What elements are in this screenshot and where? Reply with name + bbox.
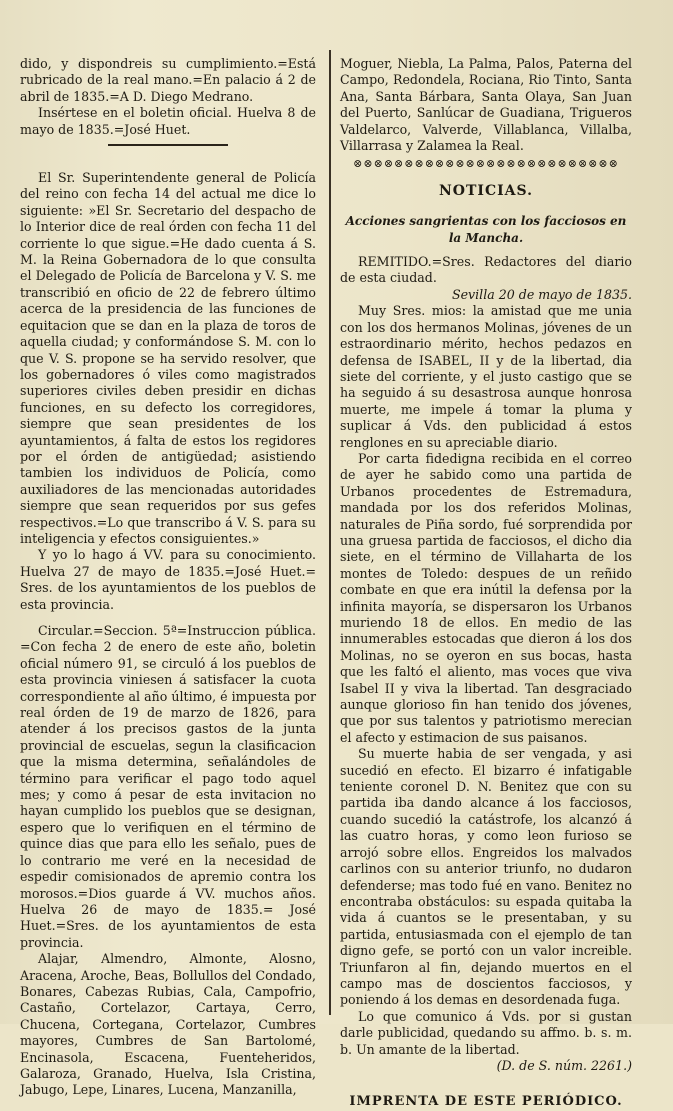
right-para-4: Por carta fidedigna recibida en el correo de ayer he sabido como una partida de Urbanos procedentes de Estremadura, mandada por los dos referidos Molinas, naturales de Piña sordo, fué sorprendida por una gruesa partida de facciosos, el dicho dia siete, en el término de Villaharta de los montes de Toledo: despues de un reñido combate en que era inútil la defensa por la infinita mayoría, se dispersaron los Urbanos muriendo 18 de ellos. En medio de las innumerables estocadas que dieron á los dos Molinas, no se oyeron en sus bocas, hasta que les faltó el aliento, mas voces que viva Isabel II y viva la libertad. Tan desgraciado aunque glorioso fin han tenido dos jóvenes, que por sus talentos y patriotismo merecian el afecto y estimacion de sus paisanos. xyxy=(340,450,632,745)
right-para-1: Moguer, Niebla, La Palma, Palos, Paterna del Campo, Redondela, Rociana, Rio Tinto, Santa Ana, Santa Bárbara, Santa Olaya, San Juan del Puerto, Sanlúcar de Guadiana, Trigueros Valdelarco, Valverde, Villablanca, Villalba, Villarrasa y Zalamea la Real. xyxy=(340,56,632,154)
left-para-3: El Sr. Superintendente general de Policía del reino con fecha 14 del actual me dice lo siguiente: »El Sr. Secretario del despacho de lo Interior dice de real órden con fecha 11 del corriente lo que sigue.=He dado cuenta á S. M. la Reina Gobernadora de lo que consulta el Delegado de Policía de Barcelona y V. S. me transcribió en oficio de 22 de febrero último acerca de la presidencia de las funciones de equitacion que se dan en la plaza de toros de aquella ciudad; y conformándose S. M. con lo que V. S. propone se ha servido resolver, que los gobernadores ó viles como magistrados superiores civiles deben presidir en dichas funciones, en su defecto los corregidores, siempre que sean presidentes de los ayuntamientos, á falta de estos los regidores por el órden de antigüedad; asistiendo tambien los individuos de Policía, como auxiliadores de las mencionadas autoridades siempre que sean requeridos por sus gefes respectivos.=Lo que transcribo á V. S. para su inteligencia y efectos consiguientes.» xyxy=(20,170,316,546)
right-para-6: Lo que comunico á Vds. por si gustan darle publicidad, quedando su affmo. b. s. m. b. Un amante de la libertad. xyxy=(340,1008,632,1057)
section-subheading: Acciones sangrientas con los facciosos en la Mancha. xyxy=(345,214,627,245)
left-para-1: dido, y dispondreis su cumplimiento.=Está rubricado de la real mano.=En palacio á 2 de abril de 1835.=A D. Diego Medrano. xyxy=(20,56,316,104)
left-para-5: Circular.=Seccion. 5ª=Instruccion pública. =Con fecha 2 de enero de este año, boletin oficial número 91, se circuló á los pueblos de esta provincia viniesen á satisfacer la cuota correspondiente al año último, é impuesta por real órden de 19 de marzo de 1826, para atender á los precisos gastos de la junta provincial de escuelas, segun la clasificacion que la misma determina, señalándoles de término para verificar el pago todo aquel mes; y como á pesar de esta invitacion no hayan cumplido los pueblos que se designan, espero que lo verifiquen en el término de quince dias que para ello les señalo, pues de lo contrario me veré en la necesidad de espedir comisionados de apremio contra los morosos.=Dios guarde á VV. muchos años. Huelva 26 de mayo de 1835.= José Huet.=Sres. de los ayuntamientos de esta provincia. xyxy=(20,623,316,950)
left-column xyxy=(20,56,316,1099)
left-para-2: Insértese en el boletin oficial. Huelva 8 de mayo de 1835.=José Huet. xyxy=(20,105,316,137)
imprint: IMPRENTA DE ESTE PERIÓDICO. xyxy=(349,1094,623,1110)
dateline: Sevilla 20 de mayo de 1835. xyxy=(451,286,632,302)
right-para-3: Muy Sres. mios: la amistad que me unia con los dos hermanos Molinas, jóvenes de un estraordinario mérito, hechos pedazos en defensa de ISABEL, II y de la libertad, dia siete del corriente, y el justo castigo que se ha seguido á su desastrosa aunque honrosa muerte, me impele á tomar la pluma y suplicar á Vds. den publicidad á estos renglones en su apreciable diario. xyxy=(340,303,632,450)
section-rule xyxy=(108,144,228,146)
column-divider xyxy=(329,50,331,1015)
right-para-5: Su muerte habia de ser vengada, y asi sucedió en efecto. El bizarro é infatigable teniente coronel D. N. Benitez que con su partida iba dando alcance á los facciosos, cuando sucedió la catástrofe, los alcanzó á las cuatro horas, y como leon furioso se arrojó sobre ellos. Engreidos los malvados carlinos con su anterior triunfo, no dudaron defenderse; mas todo fué en vano. Benitez no encontraba obstáculos: su espada quitaba la vida á cuantos se le presentaban, y su partida, entusiasmada con el ejemplo de tan digno gefe, se portó con un valor increible. Triunfaron al fin, dejando muertos en el campo mas de doscientos facciosos, y poniendo á los demas en desordenada fuga. xyxy=(340,746,632,1008)
ornament-rule: ⊗⊗⊗⊗⊗⊗⊗⊗⊗⊗⊗⊗⊗⊗⊗⊗⊗⊗⊗⊗⊗⊗⊗⊗⊗⊗ xyxy=(353,157,619,171)
left-para-6: Alajar, Almendro, Almonte, Alosno, Aracena, Aroche, Beas, Bollullos del Condado, Bonares, Cabezas Rubias, Cala, Campofrio, Castaño, Cortelazor, Cartaya, Cerro, Chucena, Cortegana, Cortelazor, Cumbres mayores, Cumbres de San Bartolomé, Encinasola, Escacena, Fuenteheridos, Galaroza, Granado, Huelva, Isla Cristina, Jabugo, Lepe, Linares, Lucena, Manzanilla, xyxy=(20,951,316,1098)
section-heading: NOTICIAS. xyxy=(439,182,533,199)
source-reference: (D. de S. núm. 2261.) xyxy=(496,1057,632,1073)
spacer xyxy=(20,613,316,623)
right-column xyxy=(340,56,632,1111)
left-para-4: Y yo lo hago á VV. para su conocimiento. Huelva 27 de mayo de 1835.=José Huet.= Sres. de los ayuntamientos de los pueblos de esta provincia. xyxy=(20,547,316,612)
right-para-2: REMITIDO.=Sres. Redactores del diario de esta ciudad. xyxy=(340,254,632,286)
